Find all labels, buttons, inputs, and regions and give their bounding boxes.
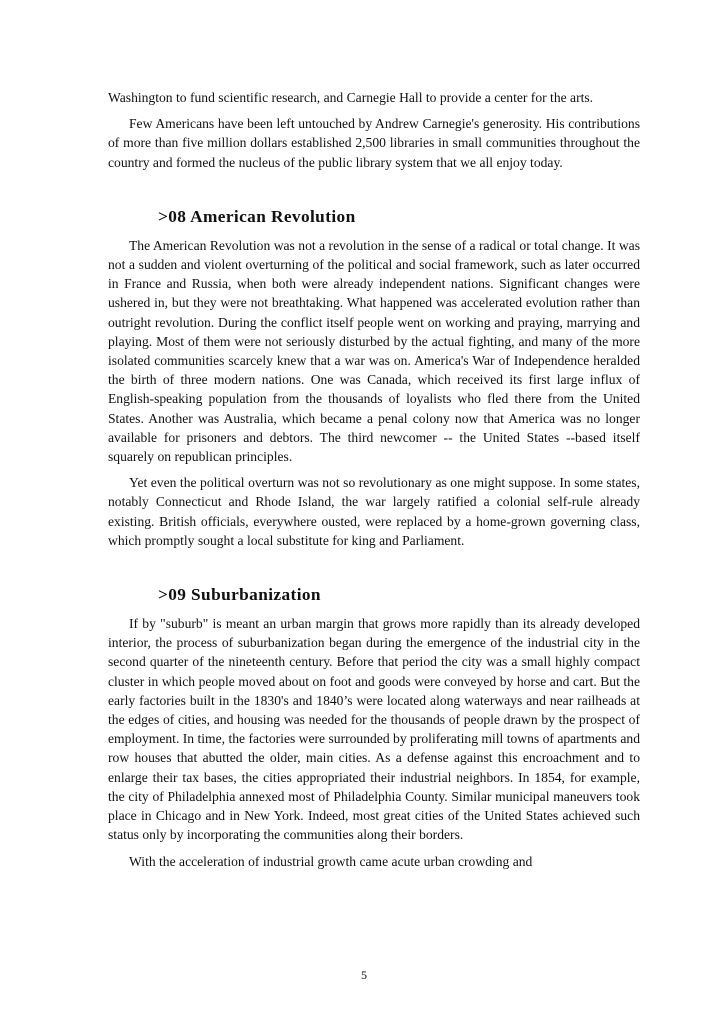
page-number: 5 — [361, 968, 367, 982]
paragraph-carnegie-continued: Washington to fund scientific research, and Carnegie Hall to provide a center for the arts. — [108, 90, 594, 105]
paragraph-revolution-1: The American Revolution was not a revolution in the sense of a radical or total change. It was not a sudden and violent overturning of the political and social framework, such as later occurred in France and Russia, when both were already independent nations. Significant changes were ushered in, but they were not breathtaking. What happened was accelerated evolution rather than outright revolution. During the conflict itself people went on working and praying, marrying and playing. Most of them were not seriously disturbed by the actual fighting, and many of the more isolated communities scarcely knew that a war was on. America's War of Independence heralded the birth of three modern nations. One was Canada, which received its first large influx of English-speaking population from the thousands of loyalists who fled there from the United States. Another was Australia, which became a penal colony now that America was no longer available for prisoners and debtors. The third newcomer -- the United States --based itself squarely on republican principles. — [108, 237, 640, 465]
document-page — [108, 88, 640, 871]
paragraph-suburbanization-2: With the acceleration of industrial growth came acute urban crowding and — [129, 853, 533, 869]
paragraph-revolution-2: Yet even the political overturn was not so revolutionary as one might suppose. In some states, notably Connecticut and Rhode Island, the war largely ratified a colonial self-rule already existing. British officials, everywhere ousted, were replaced by a home-grown governing class, which promptly sought a local substitute for king and Parliament. — [108, 475, 640, 548]
paragraph-suburbanization-1: If by "suburb" is meant an urban margin that grows more rapidly than its already developed interior, the process of suburbanization began during the emergence of the industrial city in the second quarter of the nineteenth century. Before that period the city was a small highly compact cluster in which people moved about on foot and goods were conveyed by horse and cart. But the early factories built in the 1830's and 1840’s were located along waterways and near railheads at the edges of cities, and housing was needed for the thousands of people drawn by the prospect of employment. In time, the factories were surrounded by proliferating mill towns of apartments and row houses that abutted the older, main cities. As a defense against this encroachment and to enlarge their tax bases, the cities appropriated their industrial neighbors. In 1854, for example, the city of Philadelphia annexed most of Philadelphia County. Similar municipal maneuvers took place in Chicago and in New York. Indeed, most great cities of the United States achieved such status only by incorporating the communities along their borders. — [108, 616, 640, 843]
section-heading-suburbanization: >09 Suburbanization — [158, 585, 321, 605]
paragraph-carnegie-generosity: Few Americans have been left untouched by Andrew Carnegie's generosity. His contributions of more than five million dollars established 2,500 libraries in small communities throughout the country and formed the nucleus of the public library system that we all enjoy today. — [108, 116, 640, 170]
section-heading-american-revolution: >08 American Revolution — [158, 206, 356, 226]
